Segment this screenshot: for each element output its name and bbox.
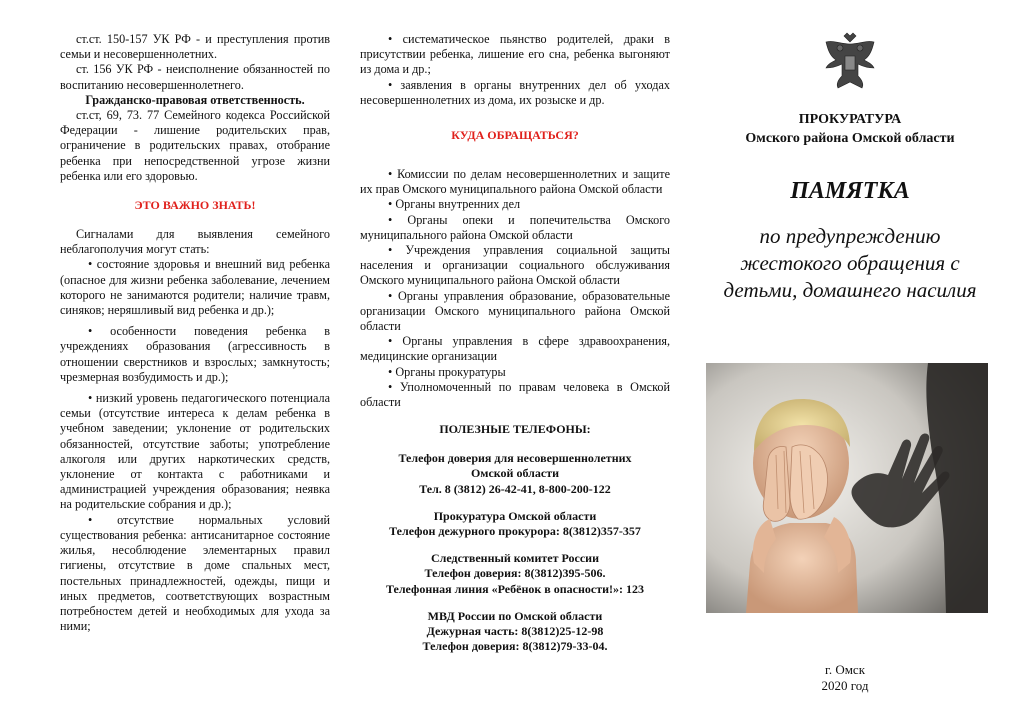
city-label: г. Омск <box>824 662 866 677</box>
where-to-apply-heading: КУДА ОБРАЩАТЬСЯ? <box>451 128 579 143</box>
phone-number: Телефон доверия: 8(3812)395-506. <box>424 566 606 581</box>
signal-item-5: • систематическое пьянство родителей, драки в присутствии ребенка, лишение его сна, ребенка выгоняют из дома и др.; <box>360 32 670 77</box>
phone-block-prosecutor <box>360 509 670 539</box>
phone-label: Следственный комитет России <box>430 551 600 566</box>
signal-item-4: • отсутствие нормальных условий существования ребенка: антисанитарное состояние жилья, несоблюдение элементарных правил гигиены, отсутствие в доме спальных мест, постельных принадлежностей, одежды, пищи и иных предметов, соответствующих возрастным потребностем детей и необходимых для ухода за ними; <box>60 512 330 634</box>
phone-number: Тел. 8 (3812) 26-42-41, 8-800-200-122 <box>419 481 611 496</box>
signal-item-6: • заявления в органы внутренних дел об уходах несовершеннолетних из дома, их розыске и др. <box>360 77 670 107</box>
useful-phones-title: ПОЛЕЗНЫЕ ТЕЛЕФОНЫ: <box>439 422 591 437</box>
cover-column <box>690 32 1010 304</box>
phone-number: Телефонная линия «Ребёнок в опасности!»: 123 <box>385 581 645 596</box>
agency-item-5: • Органы управления образование, образовательные организации Омского муниципального района Омской области <box>360 288 670 334</box>
phone-label: Прокуратура Омской области <box>433 508 597 523</box>
phone-block-investigative <box>360 551 670 597</box>
phone-number: Телефон дежурного прокурора: 8(3812)357-357 <box>389 524 641 539</box>
phone-block-hotline <box>360 451 670 497</box>
agency-item-2: • Органы внутренних дел <box>388 197 521 212</box>
signals-intro: Сигналами для выявления семейного неблагополучия могут стать: <box>60 227 330 257</box>
agency-item-7: • Органы прокуратуры <box>388 364 506 379</box>
agency-item-1: • Комиссии по делам несовершеннолетних и защите их прав Омского муниципального района Омской области <box>360 167 670 197</box>
child-shadow-photo <box>706 363 988 613</box>
organization-subtitle: Омского района Омской области <box>745 131 955 146</box>
phone-label: Телефон доверия для несовершеннолетних <box>398 451 632 466</box>
middle-column <box>360 32 670 667</box>
phone-label: МВД России по Омской области <box>427 608 603 623</box>
law-text-1: ст.ст. 150-157 УК РФ - и преступления против семьи и несовершеннолетних. <box>60 32 330 62</box>
law-text-3: ст.ст, 69, 73. 77 Семейного кодекса Российской Федерации - лишение родительских прав, ограничение в родительских правах, отобрание ребенка при непосредственной угрозе жизни ребенка или его здоровью. <box>60 108 330 183</box>
signal-item-3: • низкий уровень педагогического потенциала семьи (отсутствие интереса к делам ребенка в учебном заведении; уклонение от родительских обязанностей, отсутствие заботы; употребление алкоголя или других наркотических средств, уклонение от контакта с работниками и администрацией учреждения образования; неявка на родительские собрания и др.); <box>60 391 330 512</box>
memo-subtitle-2: жестокого обращения с <box>740 251 960 275</box>
agency-item-8: • Уполномоченный по правам человека в Омской области <box>360 379 670 410</box>
agency-item-3: • Органы опеки и попечительства Омского муниципального района Омской области <box>360 212 670 242</box>
organization-title: ПРОКУРАТУРА <box>798 112 902 127</box>
russian-eagle-emblem-icon <box>820 32 880 94</box>
memo-subtitle-3: детьми, домашнего насилия <box>723 278 977 302</box>
civil-responsibility-title: Гражданско-правовая ответственность. <box>85 92 305 107</box>
city-and-year <box>780 662 910 694</box>
year-label: 2020 год <box>821 678 869 693</box>
signal-item-1: • состояние здоровья и внешний вид ребенка (опасное для жизни ребенка заболевание, лечением которого не занимаются родители; наличие травм, синяков; неряшливый вид ребенка и др.); <box>60 257 330 318</box>
agency-item-6: • Органы управления в сфере здравоохранения, медицинские организации <box>360 334 670 364</box>
left-column <box>60 32 330 634</box>
signal-item-2: • особенности поведения ребенка в учреждениях образования (агрессивность в отношении сверстников и взрослых; замкнутость; чрезмерная возбудимость и др.); <box>60 324 330 384</box>
memo-title: ПАМЯТКА <box>790 178 910 204</box>
phone-block-mvd <box>360 609 670 655</box>
important-heading: ЭТО ВАЖНО ЗНАТЬ! <box>134 198 256 213</box>
memo-subtitle-1: по предупреждению <box>759 224 941 248</box>
law-text-2: ст. 156 УК РФ - неисполнение обязанностей по воспитанию несовершеннолетнего. <box>60 62 330 92</box>
phone-number: Дежурная часть: 8(3812)25-12-98 <box>426 624 604 639</box>
phone-number: Телефон доверия: 8(3812)79-33-04. <box>422 639 608 654</box>
phone-label: Омской области <box>470 466 560 481</box>
agency-item-4: • Учреждения управления социальной защиты населения и организации социального обслуживания Омского муниципального района Омской области <box>360 243 670 288</box>
